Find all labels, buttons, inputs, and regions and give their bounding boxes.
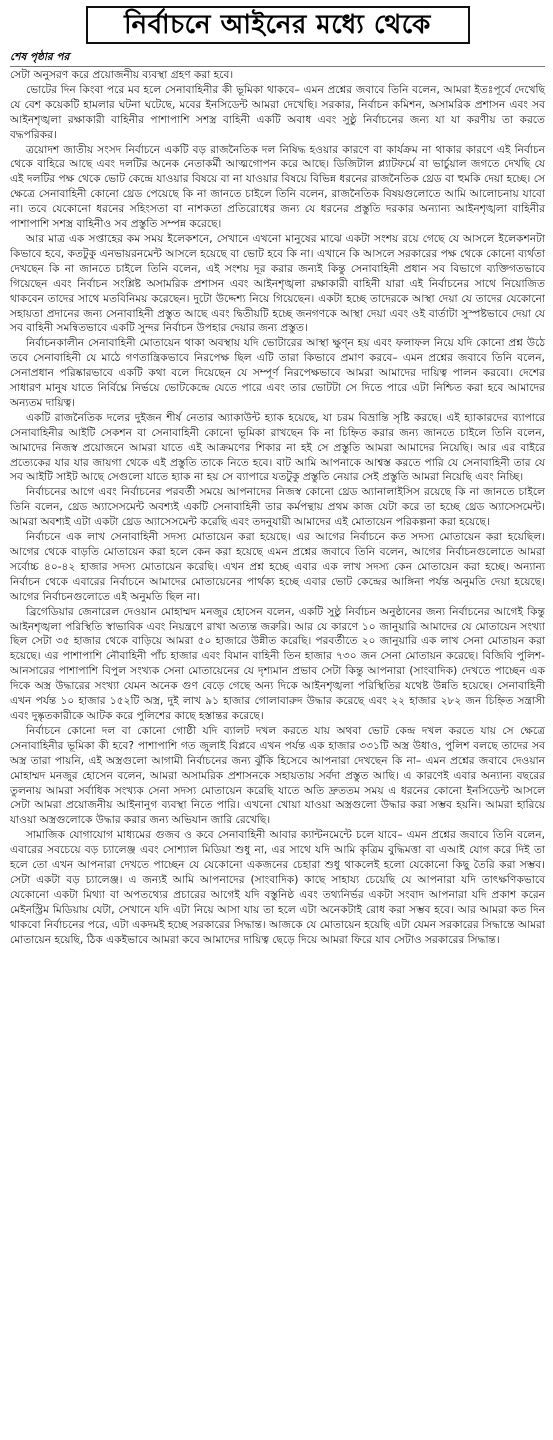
article-paragraph: সেটা অনুসরণ করে প্রয়োজনীয় ব্যবস্থা গ্রহণ করা হবে। bbox=[10, 69, 234, 81]
article-paragraph: নির্বাচনে এক লাখ সেনাবাহিনী সদস্য মোতায়েন করা হয়েছে। এর আগের নির্বাচনে কত সদস্য মোতায়েন করা হয়েছিল। আগের থেকে বাড়তি মোতায়েন করা হলে কেন করা হয়েছে এমন প্রশ্নের জবাবে তিনি বলেন, আগের নির্বাচনগুলোতে আমরা সর্বোচ্চ ৪০-৪২ হাজার সদস্য মোতায়েন করেছি। এখন প্রশ্ন হচ্ছে এবার এক লাখ সদস্য কেন মোতায়েন করা হচ্ছে। অন্যান্য নির্বাচন থেকে এবারের নির্বাচনে আমাদের মোতায়েনের পার্থক্য হচ্ছে এবার ভোট কেন্দ্রের আঙ্গিনা পর্যন্ত অনুমতি দেয়া হয়েছে। আগের নির্বাচনগুলোতে এই অনুমতি ছিল না। bbox=[10, 531, 545, 603]
divider-rule bbox=[10, 66, 545, 67]
article-paragraph: একটি রাজনৈতিক দলের দুইজন শীর্ষ নেতার অ্যাকাউন্ট হ্যাক হয়েছে, যা চরম বিভ্রান্তি সৃষ্টি করছে। এই হ্যাকারদের ব্যাপারে সেনাবাহিনীর আইটি সেকশন বা সেনাবাহিনী কোনো ভূমিকা রাখছেন কি না চিহ্নিত করার জন্য জানতে চাইলে তিনি বলেন, আমাদের নিজস্ব প্রয়োজনে আমরা যাতে এই আক্রমণের শিকার না হই সে প্রস্তুতি আমরা আমাদের নিয়েছি। আর এর বাইরে প্রত্যেকের যার যার জায়গা থেকে এই প্রস্তুতি তাকে নিতে হবে। বাট আমি আপনাকে আশ্বস্ত করতে পারি যে সেনাবাহিনী তার যে সব আইটি সাইট আছে সেগুলো যাতে হ্যাক না হয় সে ব্যাপারে যতটুকু প্রস্তুতি নেয়ার সেই প্রস্তুতি আমরা নিয়েছি এবং নিচ্ছি। bbox=[10, 411, 545, 484]
article-paragraph: নির্বাচনে কোনো দল বা কোনো গোষ্ঠী যদি ব্যালট দখল করতে যায় অথবা ভোট কেন্দ্র দখল করতে যায় সে ক্ষেত্রে সেনাবাহিনীর ভূমিকা কী হবে? পাশাপাশি গত জুলাই বিপ্লবে এখন পর্যন্ত এক হাজার ৩৩১টি অস্ত্র উধাও, পুলিশ বলছে তাদের সব অস্ত্র তারা পায়নি, এই অস্ত্রগুলো আগামী নির্বাচনের জন্য ঝুঁকি হিসেবে আপনারা দেখছেন কি না– এমন প্রশ্নের জবাবে দেওয়ান মোহাম্মদ মনজুর হোসেন বলেন, আমরা অসামরিক প্রশাসনকে সহায়তায় সর্বদা প্রস্তুত আছি। এ কারণেই এবার অন্যান্য বছরের তুলনায় আমরা সর্বাধিক সংখ্যক সেনা সদস্য মোতায়েন করেছি যাতে অতি দ্রুততম সময় এ ধরনের কোনো ইনসিডেন্ট আসলে সেটা আমরা প্রয়োজনীয় আইনানুগ ব্যবস্থা নিতে পারি। এখনো খোয়া যাওয়া অস্ত্রগুলো উদ্ধার করা সম্ভব হয়নি। আমরা হারিয়ে যাওয়া অস্ত্রগুলোকে উদ্ধার করার জন্য অভিযান জারি রেখেছি। bbox=[10, 724, 545, 827]
article-paragraph: ভোটের দিন কিংবা পরে মব হলে সেনাবাহিনীর কী ভূমিকা থাকবে– এমন প্রশ্নের জবাবে তিনি বলেন, আমরা ইতঃপূর্বে দেখেছি যে বেশ কয়েকটি হামলার ঘটনা ঘটেছে, মবের ইনসিডেন্ট আমরা দেখেছি। সরকার, নির্বাচন কমিশন, অসামরিক প্রশাসন এবং সব আইনশৃঙ্খলা রক্ষাকারী বাহিনীর পাশাপাশি সশস্ত্র বাহিনী একটি অবাধ এবং সুষ্ঠু নির্বাচনের জন্য যা যা করণীয় তা করতে বদ্ধপরিকর। bbox=[10, 83, 545, 141]
article-paragraph: নির্বাচনকালীন সেনাবাহিনী মোতায়েন থাকা অবস্থায় যদি ভোটারের আস্থা ক্ষুণ্ন হয় এবং ফলাফল নিয়ে যদি কোনো প্রশ্ন উঠে তবে সেনাবাহিনী যে মাঠে গণতান্ত্রিকভাবে নিরপেক্ষ ছিল এটি তারা কিভাবে প্রমাণ করবে– এমন প্রশ্নের জবাবে তিনি বলেন, সেনাপ্রধান পরিষ্কারভাবে একটি কথা বলে দিয়েছেন যে সম্পূর্ণ নিরপেক্ষভাবে আমরা আমাদের দায়িত্ব পালন করবো। দেশের সাধারণ মানুষ যাতে নির্বিঘ্নে নির্ভয়ে ভোটকেন্দ্রে যেতে পারে এবং তার ভোটটা সে দিতে পারে এটা নিশ্চিত করা হবে আমাদের অন্যতম দায়িত্ব। bbox=[10, 337, 545, 409]
continuation-label: শেষ পৃষ্ঠার পর bbox=[10, 51, 70, 63]
article-paragraph: ত্রয়োদশ জাতীয় সংসদ নির্বাচনে একটি বড় রাজনৈতিক দল নিষিদ্ধ হওয়ার কারণে বা কার্যক্রম না থাকার কারণে এই নির্বাচন থেকে বাহিরে আছে এবং দলটির অনেক নেতাকর্মী আত্মগোপন করে আছে। ডিজিটাল প্ল্যাটফর্মে বা ভার্চুয়াল জগতে দেখছি যে এই দলটির পক্ষ থেকে ভোট কেন্দ্রে যাওয়ার বিষয়ে বা না যাওয়ার বিষয়ে বিভিন্ন ধরনের রাজনৈতিক থ্রেড বা হুমকি দেয়া হচ্ছে। সে ক্ষেত্রে সেনাবাহিনী কোনো থ্রেড পেয়েছে কি না জানতে চাইলে তিনি বলেন, রাজনৈতিক বিষয়গুলোতে আমি আলোচনায় যাবো না। তবে যেকোনো ধরনের সহিংসতা বা নাশকতা প্রতিরোধের জন্য যে ধরনের প্রস্তুতি দরকার অন্যান্য আইনশৃঙ্খলা বাহিনীর পাশাপাশি সশস্ত্র বাহিনীও সব প্রস্তুতি সম্পন্ন করেছে। bbox=[10, 143, 545, 231]
article-body bbox=[10, 68, 545, 947]
article-paragraph: সামাজিক যোগাযোগ মাধ্যমের গুজব ও কবে সেনাবাহিনী আবার ক্যান্টনমেন্টে চলে যাবে– এমন প্রশ্নের জবাবে তিনি বলেন, এবারের সবচেয়ে বড় চ্যালেঞ্জ এবং সোশ্যাল মিডিয়া শুধু না, এর সাথে যদি আমি কৃত্রিম বুদ্ধিমত্তা বা এআই যোগ করে দিই তা হলে তো এখন আপনারা দেখতে পাচ্ছেন যে যেকোনো একজনের চেহারা শুধু থাকলেই হলো যেকোনো কিছু তৈরি করা সম্ভব। সেটা একটা বড় চ্যালেঞ্জ। এ জন্যই আমি আপনাদের (সাংবাদিক) কাছে সাহায্য চেয়েছি যে আপনারা যদি তাৎক্ষণিকভাবে যেকোনো একটা মিথ্যা বা অপতথ্যের প্রচারের আগেই যদি বস্তুনিষ্ঠ এবং তথ্যনির্ভর একটা সংবাদ আপনারা যদি প্রকাশ করেন মেইনস্ট্রিম মিডিয়ায় যেটা, সেখানে যদি এটা নিয়ে আসা যায় তা হলে এটা অনেকটাই রোধ করা সম্ভব হবে। আর আমরা কত দিন থাকবো নির্বাচনের পরে, এটা একদমই হচ্ছে সরকারের সিদ্ধান্ত। আজকে যে মোতায়েন হয়েছি এটা যেমন সরকারের সিদ্ধান্তে আমরা মোতায়েন হয়েছি, ঠিক একইভাবে আমরা কবে আমাদের দায়িত্ব ছেড়ে দিয়ে আমরা ফিরে যাব সেটাও সরকারের সিদ্ধান্ত। bbox=[10, 829, 545, 946]
article-paragraph: নির্বাচনের আগে এবং নির্বাচনের পরবর্তী সময়ে আপনাদের নিজস্ব কোনো থ্রেড অ্যানালাইসিস রয়েছে কি না জানতে চাইলে তিনি বলেন, থ্রেড অ্যাসেসমেন্ট অবশ্যই একটি সেনাবাহিনী তার কর্মপন্থায় প্রথম কাজ যেটা করে তা হচ্ছে থ্রেড অ্যাসেসমেন্ট। আমরা অবশ্যই এটা একটা থ্রেড অ্যাসেসমেন্ট করেছি এবং তদনুযায়ী আমাদের এই মোতায়েন পরিকল্পনা করা হয়েছে। bbox=[10, 486, 545, 529]
article-paragraph: ব্রিগেডিয়ার জেনারেল দেওয়ান মোহাম্মদ মনজুর হোসেন বলেন, একটি সুষ্ঠু নির্বাচন অনুষ্ঠানের জন্য নির্বাচনের আগেই কিন্তু আইনশৃঙ্খলা পরিস্থিতি স্বাভাবিক এবং নিয়ন্ত্রণে রাখা অত্যন্ত জরুরি। আর যে কারণে ১০ জানুয়ারি আমাদের যে মোতায়েন সংখ্যা ছিল সেটা ৩৫ হাজার থেকে বাড়িয়ে আমরা ৫০ হাজারে উন্নীত করেছি। পরবর্তীতে ২০ জানুয়ারি এক লাখ সেনা মোতায়ন করা হয়েছে। এর পাশাপাশি নৌবাহিনী পাঁচ হাজার এবং বিমান বাহিনী তিন হাজার ৭৩০ জন সেনা মোতায়ন করেছে। বিজিবি পুলিশ-আনসারের পাশাপাশি বিপুল সংখ্যক সেনা মোতায়েনের যে দৃশ্যমান প্রভাব সেটা কিন্তু আপনারা (সাংবাদিক) দেখতে পাচ্ছেন এক দিকে অস্ত্র উদ্ধারের সংখ্যা যেমন অনেক গুণ বেড়ে গেছে অন্য দিকে আইনশৃঙ্খলা পরিস্থিতির যথেষ্ট উন্নতি হয়েছে। সেনাবাহিনী এখন পর্যন্ত ১০ হাজার ১৫২টি অস্ত্র, দুই লাখ ৯১ হাজার গোলাবারুদ উদ্ধার করেছে এবং ২২ হাজার ২৮২ জন চিহ্নিত সন্ত্রাসী এবং দুষ্কৃতকারীকে আটক করে পুলিশের কাছে হস্তান্তর করেছে। bbox=[10, 605, 545, 722]
article-paragraph: আর মাত্র এক সপ্তাহের কম সময় ইলেকশনে, সেখানে এখনো মানুষের মাঝে একটা সংশয় রয়ে গেছে যে আসলে ইলেকশনটা কিভাবে হবে, কতটুকু এনভায়রনমেন্ট আসলে হয়েছে বা ভোট হবে কি না। এখানে কি আসলে সরকারের পক্ষ থেকে কোনো ব্যর্থতা দেখছেন কি না জানতে চাইলে তিনি বলেন, এই সংশয় দূর করার জন্যই কিন্তু সেনাবাহিনী প্রধান সব বিভাগে ব্যক্তিগতভাবে গিয়েছেন এবং নির্বাচন সংশ্লিষ্ট অসামরিক প্রশাসন এবং আইনশৃঙ্খলা রক্ষাকারী বাহিনী যারা এই নির্বাচনের সাথে নিয়োজিত থাকবেন তাদের সাথে মতবিনিময় করেছেন। দুটো উদ্দেশ্য নিয়ে গিয়েছেন। একটা হচ্ছে তাদেরকে আস্থা দেয়া যে তাদের যেকোনো সহায়তা প্রদানের জন্য সেনাবাহিনী প্রস্তুত আছে এবং দ্বিতীয়টি হচ্ছে জনগণকে আস্থা দেয়া এবং ওই বার্তাটা সুস্পষ্টভাবে দেয়া যে সব বাহিনী সমন্বিতভাবে একটি সুন্দর নির্বাচন উপহার দেয়ার জন্য প্রস্তুত। bbox=[10, 232, 545, 335]
article-headline: নির্বাচনে আইনের মধ্যে থেকে bbox=[86, 6, 470, 44]
